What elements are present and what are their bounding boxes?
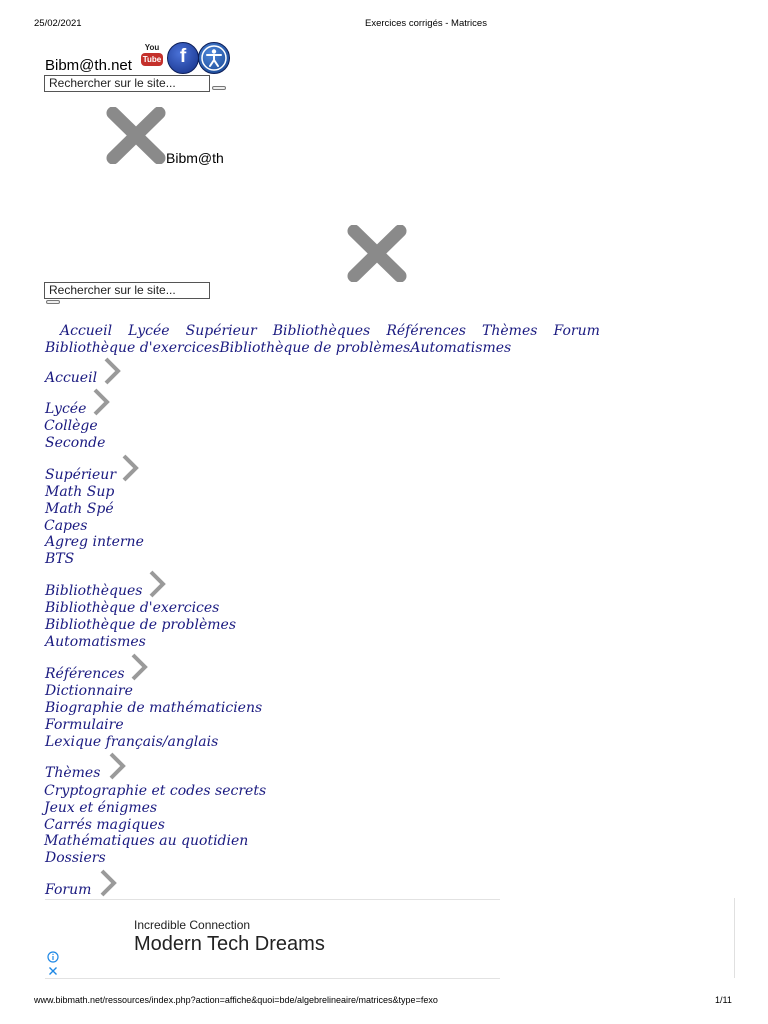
menu-item-biblio-problemes[interactable]: Bibliothèque de problèmes [45, 617, 237, 633]
scroll-track [734, 898, 735, 978]
menu-item-jeux[interactable]: Jeux et énigmes [44, 800, 158, 816]
print-date: 25/02/2021 [34, 18, 82, 29]
chevron-right-icon[interactable] [119, 453, 141, 483]
menu-accueil[interactable]: Accueil [45, 370, 98, 386]
chevron-right-icon[interactable] [101, 356, 123, 386]
chevron-right-icon[interactable] [146, 569, 168, 599]
nav-forum[interactable]: Forum [553, 323, 600, 339]
chevron-right-icon[interactable] [106, 751, 128, 781]
youtube-top-text: You [144, 43, 160, 52]
print-title: Exercices corrigés - Matrices [365, 18, 487, 29]
menu-item-capes[interactable]: Capes [44, 518, 88, 534]
menu-forum[interactable]: Forum [45, 882, 92, 898]
print-page-number: 1/11 [715, 995, 732, 1005]
menu-item-bts[interactable]: BTS [45, 551, 75, 567]
nav-bibliotheques[interactable]: Bibliothèques [272, 323, 371, 339]
menu-item-agreg[interactable]: Agreg interne [45, 534, 144, 550]
subnav-problemes[interactable]: Bibliothèque de problèmes [219, 340, 411, 356]
nav-lycee[interactable]: Lycée [128, 323, 170, 339]
ad-subtitle[interactable]: Incredible Connection [134, 918, 251, 932]
search-button-mobile[interactable] [46, 300, 60, 304]
menu-item-quotidien[interactable]: Mathématiques au quotidien [44, 833, 249, 849]
menu-item-lexique[interactable]: Lexique français/anglais [45, 734, 219, 750]
youtube-icon[interactable] [140, 43, 164, 71]
menu-bibliotheques[interactable]: Bibliothèques [45, 583, 143, 599]
menu-item-cryptographie[interactable]: Cryptographie et codes secrets [44, 783, 267, 799]
chevron-right-icon[interactable] [97, 868, 119, 898]
chevron-right-icon[interactable] [90, 387, 112, 417]
nav-superieur[interactable]: Supérieur [185, 323, 257, 339]
subnav-automatismes[interactable]: Automatismes [410, 340, 512, 356]
close-icon[interactable] [105, 107, 167, 164]
menu-item-biblio-exercices[interactable]: Bibliothèque d'exercices [45, 600, 220, 616]
menu-superieur[interactable]: Supérieur [45, 467, 117, 483]
menu-lycee[interactable]: Lycée [45, 401, 87, 417]
nav-themes[interactable]: Thèmes [482, 323, 538, 339]
search-button[interactable] [212, 86, 226, 90]
nav-accueil[interactable]: Accueil [60, 323, 113, 339]
menu-item-dictionnaire[interactable]: Dictionnaire [45, 683, 133, 699]
ad-headline[interactable]: Modern Tech Dreams [134, 933, 325, 955]
info-icon[interactable] [47, 951, 59, 963]
accessibility-figure [199, 43, 229, 73]
menu-item-mathspe[interactable]: Math Spé [45, 501, 114, 517]
menu-item-mathsup[interactable]: Math Sup [45, 484, 115, 500]
facebook-glyph: f [179, 46, 187, 67]
menu-item-carres[interactable]: Carrés magiques [44, 817, 165, 833]
logo-text: Bibm@th [166, 150, 224, 166]
print-url: www.bibmath.net/ressources/index.php?action=affiche&quoi=bde/algebrelineaire/matrices&type=fexo [34, 995, 438, 1005]
subnav-exercices[interactable]: Bibliothèque d'exercices [45, 340, 220, 356]
ad-divider-bottom [45, 978, 500, 979]
search-input-mobile[interactable]: Rechercher sur le site... [44, 282, 210, 299]
search-input[interactable]: Rechercher sur le site... [44, 75, 210, 92]
menu-item-biographie[interactable]: Biographie de mathématiciens [45, 700, 263, 716]
accessibility-icon[interactable] [198, 42, 230, 74]
facebook-icon[interactable] [167, 42, 199, 74]
ad-divider-top [45, 899, 500, 900]
youtube-bottom-text: Tube [142, 55, 162, 64]
site-brand[interactable]: Bibm@th.net [45, 57, 132, 74]
menu-close-icon[interactable] [346, 225, 408, 282]
nav-references[interactable]: Références [386, 323, 466, 339]
menu-item-automatismes[interactable]: Automatismes [45, 634, 146, 650]
menu-item-dossiers[interactable]: Dossiers [45, 850, 106, 866]
ad-close-icon[interactable] [48, 966, 58, 976]
menu-themes[interactable]: Thèmes [45, 765, 101, 781]
menu-item-seconde[interactable]: Seconde [45, 435, 106, 451]
menu-item-college[interactable]: Collège [44, 418, 98, 434]
menu-item-formulaire[interactable]: Formulaire [45, 717, 124, 733]
menu-references[interactable]: Références [45, 666, 125, 682]
chevron-right-icon[interactable] [128, 652, 150, 682]
